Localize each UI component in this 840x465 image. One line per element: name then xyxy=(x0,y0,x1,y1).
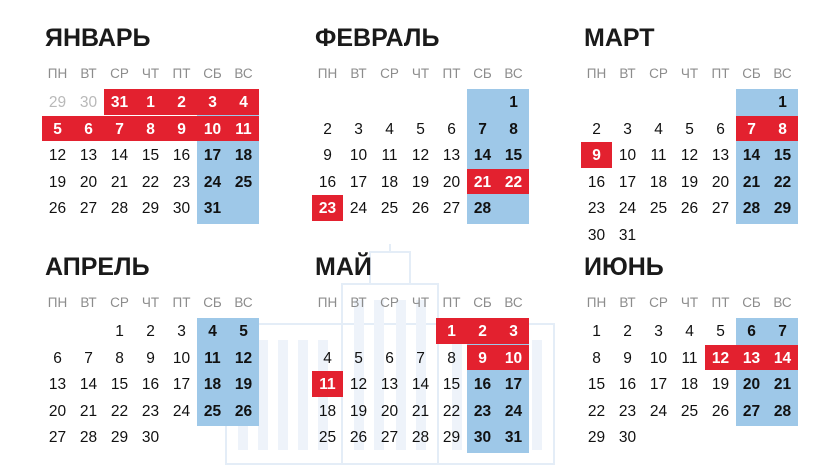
workday: 1 xyxy=(592,323,601,340)
weekday-label: ВТ xyxy=(619,66,636,81)
weekday-label: ПН xyxy=(47,66,68,81)
workday: 29 xyxy=(110,429,129,447)
holiday-day: 11 xyxy=(235,120,252,138)
workday: 25 xyxy=(380,200,399,218)
workday: 2 xyxy=(592,120,601,138)
weekend-day: 7 xyxy=(778,323,787,340)
holiday-day: 11 xyxy=(319,376,336,394)
workday: 22 xyxy=(442,402,461,420)
workday: 19 xyxy=(711,376,730,394)
workday: 25 xyxy=(318,429,337,447)
weekend-day: 14 xyxy=(473,147,492,165)
workday: 20 xyxy=(48,402,67,420)
holiday-day: 7 xyxy=(747,120,756,138)
holiday-day: 8 xyxy=(146,120,155,138)
weekday-label: ЧТ xyxy=(680,66,699,81)
weekday-label: СР xyxy=(380,295,399,310)
weekend-day: 28 xyxy=(473,200,492,218)
workday: 2 xyxy=(146,323,155,340)
workday: 8 xyxy=(592,349,601,367)
weekend-day: 21 xyxy=(742,173,761,191)
weekend-day: 17 xyxy=(203,147,222,165)
workday: 30 xyxy=(587,227,606,244)
weekday-label: ПТ xyxy=(711,295,730,310)
workday: 10 xyxy=(172,349,191,367)
weekday-label: СБ xyxy=(473,66,492,81)
weekend-day: 1 xyxy=(509,94,518,111)
workday: 1 xyxy=(115,323,124,340)
holiday-day: 9 xyxy=(177,120,186,138)
workday: 19 xyxy=(411,173,430,191)
weekday-label: ВС xyxy=(773,295,792,310)
workday: 26 xyxy=(680,200,699,218)
weekday-label: ЧТ xyxy=(411,295,430,310)
workday: 8 xyxy=(447,349,456,367)
workday: 19 xyxy=(680,173,699,191)
workday: 27 xyxy=(711,200,730,218)
workday: 25 xyxy=(680,402,699,420)
workday: 16 xyxy=(618,376,637,394)
workday: 31 xyxy=(618,227,637,244)
workday: 24 xyxy=(649,402,668,420)
weekend-day: 30 xyxy=(473,429,492,447)
weekday-label: СР xyxy=(380,66,399,81)
workday: 20 xyxy=(79,173,98,191)
workday: 27 xyxy=(48,429,67,447)
holiday-day: 4 xyxy=(239,94,248,111)
workday: 9 xyxy=(146,349,155,367)
workday: 13 xyxy=(380,376,399,394)
weekday-label: ПН xyxy=(586,295,607,310)
holiday-day: 5 xyxy=(53,120,62,138)
workday: 30 xyxy=(172,200,191,218)
weekend-day: 27 xyxy=(742,402,761,420)
holiday-day: 13 xyxy=(742,349,761,367)
weekend-day: 5 xyxy=(239,323,248,340)
workday: 2 xyxy=(623,323,632,340)
workday: 9 xyxy=(323,147,332,165)
workday: 3 xyxy=(354,120,363,138)
workday: 14 xyxy=(110,147,129,165)
workday: 20 xyxy=(442,173,461,191)
workday: 3 xyxy=(654,323,663,340)
holiday-day: 12 xyxy=(711,349,730,367)
workday: 13 xyxy=(711,147,730,165)
workday: 15 xyxy=(141,147,160,165)
workday: 18 xyxy=(318,402,337,420)
workday: 16 xyxy=(318,173,337,191)
weekend-day: 19 xyxy=(234,376,253,394)
weekday-label: ПТ xyxy=(442,295,461,310)
holiday-day: 1 xyxy=(146,94,155,111)
month-april xyxy=(42,249,277,449)
weekend-day: 16 xyxy=(473,376,492,394)
weekend-day: 22 xyxy=(773,173,792,191)
holiday-day: 7 xyxy=(115,120,124,138)
weekend-day: 25 xyxy=(203,402,222,420)
workday: 30 xyxy=(618,429,637,447)
weekend-day: 31 xyxy=(504,429,523,447)
workday: 4 xyxy=(323,349,332,367)
workday: 22 xyxy=(110,402,129,420)
workday: 16 xyxy=(587,173,606,191)
weekday-label: ВТ xyxy=(80,66,97,81)
weekend-day: 15 xyxy=(773,147,792,165)
workday: 17 xyxy=(349,173,368,191)
workday: 17 xyxy=(649,376,668,394)
workday: 21 xyxy=(79,402,98,420)
workday: 3 xyxy=(623,120,632,138)
workday: 22 xyxy=(587,402,606,420)
workday: 12 xyxy=(411,147,430,165)
weekend-day: 18 xyxy=(203,376,222,394)
workday: 11 xyxy=(650,147,667,165)
holiday-day: 10 xyxy=(203,120,222,138)
workday: 23 xyxy=(618,402,637,420)
workday: 25 xyxy=(649,200,668,218)
weekday-label: СР xyxy=(649,66,668,81)
weekday-label: СБ xyxy=(203,295,222,310)
weekend-day: 28 xyxy=(773,402,792,420)
holiday-day: 31 xyxy=(110,94,129,111)
workday: 18 xyxy=(649,173,668,191)
holiday-day: 21 xyxy=(473,173,492,191)
weekend-day: 18 xyxy=(234,147,253,165)
holiday-day: 10 xyxy=(504,349,523,367)
weekend-day: 11 xyxy=(204,349,221,367)
weekday-label: СР xyxy=(110,66,129,81)
weekend-day: 24 xyxy=(504,402,523,420)
workday: 15 xyxy=(587,376,606,394)
weekday-label: СР xyxy=(649,295,668,310)
workday: 13 xyxy=(442,147,461,165)
weekend-day: 26 xyxy=(234,402,253,420)
holiday-day: 3 xyxy=(509,323,518,340)
workday: 16 xyxy=(172,147,191,165)
weekend-day: 1 xyxy=(778,94,787,111)
workday: 29 xyxy=(587,429,606,447)
workday: 24 xyxy=(618,200,637,218)
weekend-day: 24 xyxy=(203,173,222,191)
workday: 22 xyxy=(141,173,160,191)
weekday-label: ВТ xyxy=(619,295,636,310)
workday: 4 xyxy=(385,120,394,138)
weekday-label: ПТ xyxy=(442,66,461,81)
workday: 13 xyxy=(79,147,98,165)
workday: 5 xyxy=(716,323,725,340)
workday: 17 xyxy=(172,376,191,394)
other-month-day: 30 xyxy=(79,94,98,111)
month-title: ИЮНЬ xyxy=(584,253,664,281)
workday: 16 xyxy=(141,376,160,394)
workday: 23 xyxy=(141,402,160,420)
workday: 26 xyxy=(711,402,730,420)
month-march xyxy=(581,20,816,244)
workday: 7 xyxy=(84,349,93,367)
workday: 23 xyxy=(587,200,606,218)
weekday-label: ПН xyxy=(47,295,68,310)
workday: 23 xyxy=(172,173,191,191)
month-title: АПРЕЛЬ xyxy=(45,253,150,281)
weekday-label: ЧТ xyxy=(141,295,160,310)
month-january xyxy=(42,20,277,220)
weekend-day: 17 xyxy=(504,376,523,394)
workday: 9 xyxy=(623,349,632,367)
workday: 17 xyxy=(618,173,637,191)
workday: 30 xyxy=(141,429,160,447)
holiday-day: 2 xyxy=(177,94,186,111)
workday: 27 xyxy=(442,200,461,218)
workday: 29 xyxy=(442,429,461,447)
workday: 13 xyxy=(48,376,67,394)
workday: 8 xyxy=(115,349,124,367)
weekday-label: СБ xyxy=(203,66,222,81)
weekend-day: 20 xyxy=(742,376,761,394)
workday: 21 xyxy=(110,173,129,191)
weekend-day: 4 xyxy=(208,323,217,340)
workday: 24 xyxy=(349,200,368,218)
weekend-day: 8 xyxy=(509,120,518,138)
other-month-day: 29 xyxy=(48,94,67,111)
weekend-day: 12 xyxy=(234,349,253,367)
weekday-label: ПН xyxy=(317,295,338,310)
workday: 5 xyxy=(685,120,694,138)
workday: 12 xyxy=(48,147,67,165)
weekday-label: ЧТ xyxy=(680,295,699,310)
workday: 7 xyxy=(416,349,425,367)
holiday-day: 3 xyxy=(208,94,217,111)
weekday-label: ВС xyxy=(234,295,253,310)
workday: 29 xyxy=(141,200,160,218)
weekend-day: 21 xyxy=(773,376,792,394)
weekend-day: 23 xyxy=(473,402,492,420)
workday: 12 xyxy=(349,376,368,394)
weekday-label: ВС xyxy=(504,66,523,81)
month-june xyxy=(581,249,816,449)
workday: 10 xyxy=(649,349,668,367)
weekday-label: ВС xyxy=(773,66,792,81)
workday: 27 xyxy=(380,429,399,447)
holiday-day: 23 xyxy=(318,200,337,218)
weekday-label: ВТ xyxy=(350,66,367,81)
weekend-day: 15 xyxy=(504,147,523,165)
workday: 24 xyxy=(172,402,191,420)
holiday-day: 6 xyxy=(84,120,93,138)
workday: 14 xyxy=(411,376,430,394)
month-title: ЯНВАРЬ xyxy=(45,24,151,52)
month-title: МАЙ xyxy=(315,253,372,281)
weekend-day: 28 xyxy=(742,200,761,218)
weekday-label: ВС xyxy=(234,66,253,81)
workday: 26 xyxy=(48,200,67,218)
workday: 27 xyxy=(79,200,98,218)
weekend-day: 31 xyxy=(203,200,222,218)
workday: 11 xyxy=(681,349,698,367)
workday: 12 xyxy=(680,147,699,165)
weekday-label: ВТ xyxy=(350,295,367,310)
weekday-label: СБ xyxy=(742,66,761,81)
workday: 28 xyxy=(79,429,98,447)
holiday-day: 8 xyxy=(778,120,787,138)
workday: 19 xyxy=(349,402,368,420)
weekday-label: ПТ xyxy=(711,66,730,81)
month-title: ФЕВРАЛЬ xyxy=(315,24,440,52)
workday: 14 xyxy=(79,376,98,394)
workday: 18 xyxy=(680,376,699,394)
weekend-day: 7 xyxy=(478,120,487,138)
workday: 15 xyxy=(442,376,461,394)
holiday-day: 1 xyxy=(447,323,456,340)
workday: 19 xyxy=(48,173,67,191)
holiday-day: 14 xyxy=(773,349,792,367)
workday: 28 xyxy=(110,200,129,218)
weekend-day: 29 xyxy=(773,200,792,218)
workday: 6 xyxy=(53,349,62,367)
workday: 5 xyxy=(416,120,425,138)
holiday-day: 9 xyxy=(478,349,487,367)
workday: 11 xyxy=(381,147,398,165)
holiday-day: 9 xyxy=(592,147,601,165)
holiday-day: 2 xyxy=(478,323,487,340)
workday: 10 xyxy=(618,147,637,165)
weekend-day: 6 xyxy=(747,323,756,340)
workday: 26 xyxy=(349,429,368,447)
workday: 20 xyxy=(380,402,399,420)
workday: 6 xyxy=(716,120,725,138)
weekday-label: ЧТ xyxy=(411,66,430,81)
workday: 2 xyxy=(323,120,332,138)
workday: 4 xyxy=(654,120,663,138)
workday: 6 xyxy=(447,120,456,138)
weekday-label: ПН xyxy=(586,66,607,81)
weekday-label: СБ xyxy=(473,295,492,310)
workday: 5 xyxy=(354,349,363,367)
holiday-day: 22 xyxy=(504,173,523,191)
month-february xyxy=(312,20,547,220)
workday: 18 xyxy=(380,173,399,191)
weekend-day: 14 xyxy=(742,147,761,165)
workday: 6 xyxy=(385,349,394,367)
month-title: МАРТ xyxy=(584,24,655,52)
weekday-label: ПТ xyxy=(172,295,191,310)
weekday-label: ПН xyxy=(317,66,338,81)
workday: 20 xyxy=(711,173,730,191)
workday: 15 xyxy=(110,376,129,394)
weekend-day: 25 xyxy=(234,173,253,191)
weekday-label: ЧТ xyxy=(141,66,160,81)
weekday-label: ВС xyxy=(504,295,523,310)
workday: 21 xyxy=(411,402,430,420)
month-may xyxy=(312,249,547,449)
weekday-label: СР xyxy=(110,295,129,310)
weekday-label: ВТ xyxy=(80,295,97,310)
workday: 10 xyxy=(349,147,368,165)
weekday-label: ПТ xyxy=(172,66,191,81)
workday: 28 xyxy=(411,429,430,447)
workday: 4 xyxy=(685,323,694,340)
workday: 26 xyxy=(411,200,430,218)
weekday-label: СБ xyxy=(742,295,761,310)
workday: 3 xyxy=(177,323,186,340)
